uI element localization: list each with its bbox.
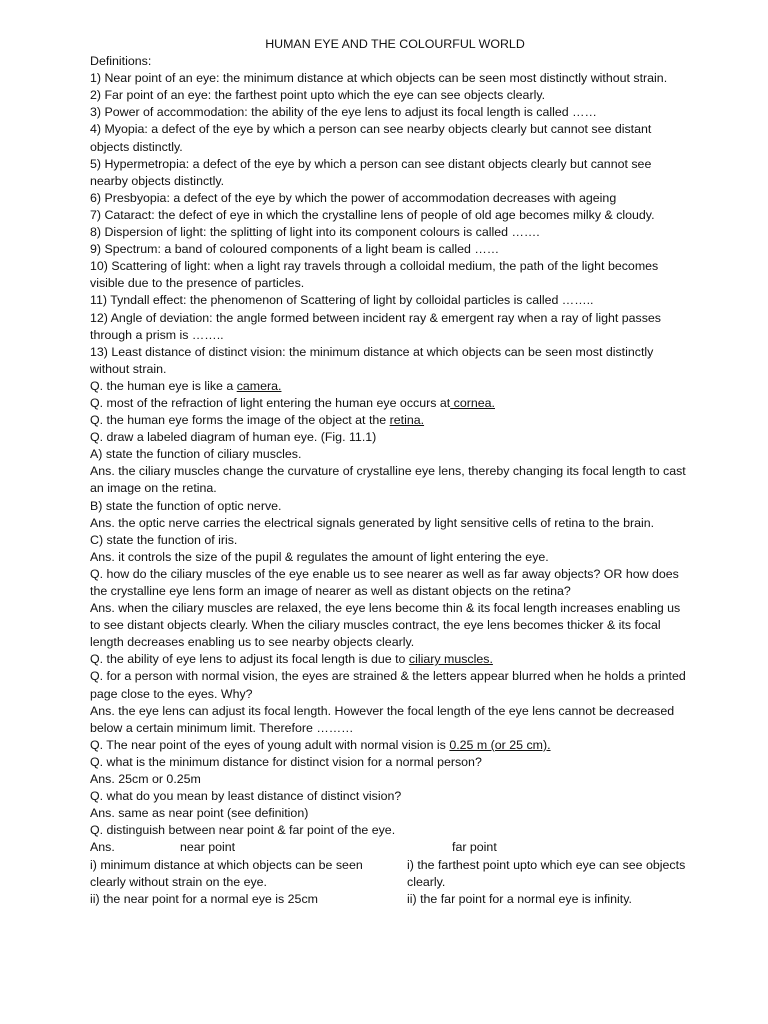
qa-line: Q. distinguish between near point & far point of the eye. [90,823,396,838]
definition-item: 8) Dispersion of light: the splitting of light into its component colours is called ……. [90,225,540,240]
qa-line: Q. how do the ciliary muscles of the eye enable us to see nearer as well as far away objects? OR how does the crystalline eye lens form an image of nearer as well as distant objects on the retina? [90,566,679,598]
qa-block [90,754,690,839]
definition-item: 4) Myopia: a defect of the eye by which a person can see nearby objects clearly but cannot see distant objects distinctly. [90,122,652,154]
comparison-table [90,857,690,925]
definition-item: 12) Angle of deviation: the angle formed between incident ray & emergent ray when a ray of light passes through a prism is …….. [90,310,661,342]
definition-item: 1) Near point of an eye: the minimum distance at which objects can be seen most distinctly without strain. [90,71,668,86]
definition-item: 5) Hypermetropia: a defect of the eye by which a person can see distant objects clearly but cannot see nearby objects distinctly. [90,156,652,188]
definition-item: 7) Cataract: the defect of eye in which the crystalline lens of people of old age becomes milky & cloudy. [90,207,655,222]
question-ciliary [90,651,690,668]
underlined-answer: ciliary muscles. [408,652,493,667]
underlined-answer: 0.25 m (or 25 cm). [449,737,551,752]
far-point-column [407,857,697,908]
question-text: Q. The near point of the eyes of young adult with normal vision is [90,737,450,752]
definition-item: 11) Tyndall effect: the phenomenon of Scattering of light by colloidal particles is called …….. [90,293,594,308]
definition-item: 3) Power of accommodation: the ability of the eye lens to adjust its focal length is called …… [90,105,597,120]
document-page [90,36,690,925]
far-point-header: far point [452,840,497,855]
near-point-header: near point [180,840,236,855]
question-retina [90,412,690,429]
qa-line: B) state the function of optic nerve. [90,498,282,513]
definitions-heading: Definitions: [90,54,152,69]
far-point-row: ii) the far point for a normal eye is infinity. [407,891,632,906]
question-text: Q. the human eye is like a [90,378,237,393]
near-point-row: i) minimum distance at which objects can be seen clearly without strain on the eye. [90,857,363,889]
question-camera [90,378,690,395]
definition-item: 9) Spectrum: a band of coloured components of a light beam is called …… [90,242,500,257]
qa-line: Q. what is the minimum distance for distinct vision for a normal person? [90,754,482,769]
comparison-header [90,839,690,856]
qa-line: Ans. 25cm or 0.25m [90,772,201,787]
qa-line: C) state the function of iris. [90,532,238,547]
near-point-row: ii) the near point for a normal eye is 25cm [90,891,318,906]
qa-line: Ans. it controls the size of the pupil & regulates the amount of light entering the eye. [90,549,549,564]
question-text: Q. most of the refraction of light entering the human eye occurs at [90,395,451,410]
definition-item: 2) Far point of an eye: the farthest point upto which the eye can see objects clearly. [90,88,546,103]
qa-line: A) state the function of ciliary muscles. [90,447,302,462]
qa-line: Q. what do you mean by least distance of distinct vision? [90,789,402,804]
qa-line: Ans. the eye lens can adjust its focal length. However the focal length of the eye lens cannot be decreased below a certain minimum limit. Therefore ……… [90,703,675,735]
qa-line: Ans. the optic nerve carries the electrical signals generated by light sensitive cells of retina to the brain. [90,515,655,530]
document-title: HUMAN EYE AND THE COLOURFUL WORLD [265,37,525,51]
underlined-answer: cornea. [450,395,495,410]
qa-line: Ans. when the ciliary muscles are relaxed, the eye lens become thin & its focal length increases enabling us to see distant objects clearly. When the ciliary muscles contract, the eye lens becomes thicker & its focal length decreases enabling us to see nearby objects clearly. [90,601,681,650]
definitions-list [90,70,690,378]
question-near-point-value [90,737,690,754]
qa-line: Ans. the ciliary muscles change the curvature of crystalline eye lens, thereby changing its focal length to cast an image on the retina. [90,464,686,496]
qa-block [90,429,690,651]
question-cornea [90,395,690,412]
question-text: Q. the human eye forms the image of the object at the [90,413,390,428]
qa-block [90,668,690,736]
question-text: Q. the ability of eye lens to adjust its focal length is due to [90,652,409,667]
definition-item: 10) Scattering of light: when a light ray travels through a colloidal medium, the path of the light becomes visible due to the presence of particles. [90,259,659,291]
far-point-row: i) the farthest point upto which eye can see objects clearly. [407,857,686,889]
near-point-column [90,857,400,908]
answer-label: Ans. [90,840,115,855]
definition-item: 6) Presbyopia: a defect of the eye by which the power of accommodation decreases with ageing [90,190,617,205]
qa-line: Q. for a person with normal vision, the eyes are strained & the letters appear blurred when he holds a printed page close to the eyes. Why? [90,669,686,701]
underlined-answer: retina. [389,413,425,428]
qa-line: Ans. same as near point (see definition) [90,806,309,821]
definition-item: 13) Least distance of distinct vision: the minimum distance at which objects can be seen most distinctly without strain. [90,344,654,376]
qa-line: Q. draw a labeled diagram of human eye. (Fig. 11.1) [90,430,377,445]
underlined-answer: camera. [236,378,282,393]
